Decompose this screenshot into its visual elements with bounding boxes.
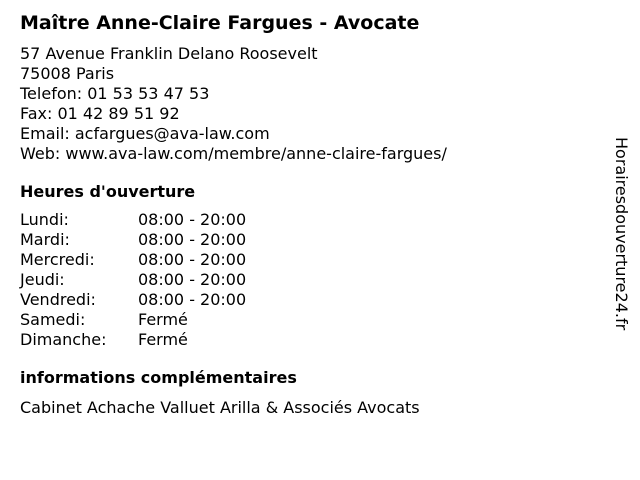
hours-day: Dimanche: [20, 330, 107, 349]
hours-value: 08:00 - 20:00 [138, 290, 247, 309]
web-line: Web: www.ava-law.com/membre/anne-claire-fargues/ [20, 144, 447, 163]
hours-value: 08:00 - 20:00 [138, 230, 247, 249]
address-line-2: 75008 Paris [20, 64, 115, 83]
hours-row [20, 250, 610, 270]
hours-value: Fermé [138, 330, 188, 349]
business-info [20, 10, 610, 418]
hours-heading: Heures d'ouverture [20, 182, 196, 201]
business-title: Maître Anne-Claire Fargues - Avocate [20, 12, 420, 34]
hours-row [20, 330, 610, 350]
phone-line: Telefon: 01 53 53 47 53 [20, 84, 210, 103]
hours-value: 08:00 - 20:00 [138, 270, 247, 289]
hours-row [20, 270, 610, 290]
email-line: Email: acfargues@ava-law.com [20, 124, 270, 143]
hours-day: Lundi: [20, 210, 69, 229]
info-heading: informations complémentaires [20, 368, 297, 387]
address-line-1: 57 Avenue Franklin Delano Roosevelt [20, 44, 318, 63]
hours-row [20, 210, 610, 230]
hours-day: Vendredi: [20, 290, 96, 309]
hours-day: Mardi: [20, 230, 70, 249]
hours-value: Fermé [138, 310, 188, 329]
hours-row [20, 290, 610, 310]
hours-value: 08:00 - 20:00 [138, 250, 247, 269]
hours-day: Mercredi: [20, 250, 95, 269]
hours-table [20, 210, 610, 350]
hours-row [20, 310, 610, 330]
contact-block [20, 44, 610, 164]
site-brand-vertical: Horairesdouverture24.fr [612, 137, 631, 331]
fax-line: Fax: 01 42 89 51 92 [20, 104, 180, 123]
info-text: Cabinet Achache Valluet Arilla & Associés Avocats [20, 398, 420, 417]
hours-day: Samedi: [20, 310, 86, 329]
hours-value: 08:00 - 20:00 [138, 210, 247, 229]
hours-day: Jeudi: [20, 270, 65, 289]
hours-row [20, 230, 610, 250]
